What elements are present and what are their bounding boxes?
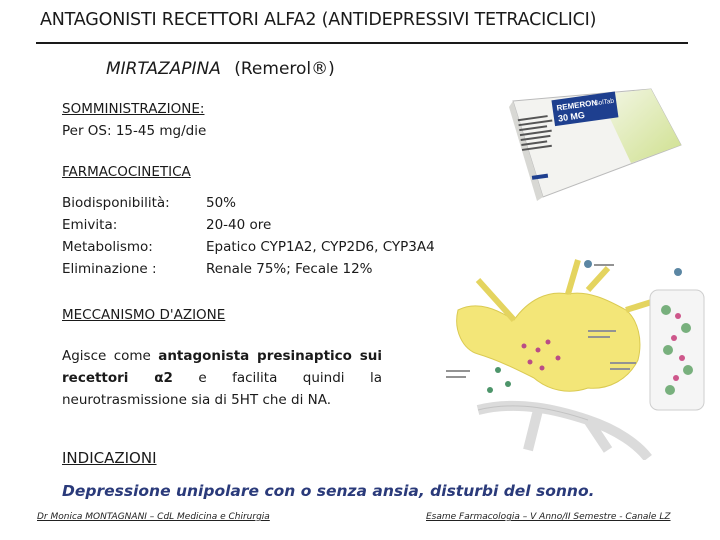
- section-heading-farmacocinetica: FARMACOCINETICA: [62, 164, 191, 180]
- section-heading-indicazioni: INDICAZIONI: [62, 449, 157, 467]
- pk-labels: [62, 192, 170, 280]
- indicazioni-text: Depressione unipolare con o senza ansia, disturbi del sonno.: [62, 482, 595, 500]
- drug-line: [106, 59, 335, 79]
- footer-right-text: Esame Farmacologia – V Anno/II Semestre - Canale LZ: [426, 512, 671, 522]
- page-title: ANTAGONISTI RECETTORI ALFA2 (ANTIDEPRESSIVI TETRACICLICI): [40, 10, 597, 30]
- pack-brand-label: REMERON: [555, 98, 598, 113]
- footer-right: [426, 512, 671, 522]
- meccanismo-text-pre: Agisce come: [62, 348, 159, 364]
- somministrazione-text: Per OS: 15-45 mg/die: [62, 123, 207, 139]
- section-heading-meccanismo: MECCANISMO D'AZIONE: [62, 307, 226, 323]
- meccanismo-text-post: e facilita quindi la neurotrasmissione sia di 5HT che di NA.: [62, 370, 383, 408]
- section-heading-somministrazione: SOMMINISTRAZIONE:: [62, 101, 205, 117]
- pk-value: 20-40 ore: [206, 217, 272, 233]
- postsynaptic-neuron-shape: [478, 406, 648, 458]
- pk-values: [206, 192, 435, 280]
- pack-dose-label: 30 MG: [557, 109, 586, 124]
- pk-label: Biodisponibilità:: [62, 195, 170, 211]
- drug-brand: (Remerol®): [234, 59, 335, 79]
- product-package-image: [503, 85, 685, 203]
- pk-label: Eliminazione :: [62, 261, 157, 277]
- drug-name: MIRTAZAPINA: [106, 59, 221, 79]
- pk-value: 50%: [206, 195, 237, 211]
- pk-value: Epatico CYP1A2, CYP2D6, CYP3A4: [206, 239, 435, 255]
- pk-label: Emivita:: [62, 217, 118, 233]
- meccanismo-text: [62, 345, 382, 411]
- meccanismo-text-bold: antagonista presinaptico sui recettori α2: [62, 348, 382, 386]
- pk-value: Renale 75%; Fecale 12%: [206, 261, 373, 277]
- mechanism-diagram: [438, 250, 720, 460]
- title-underline: [36, 42, 688, 44]
- footer-left-text: Dr Monica MONTAGNANI – CdL Medicina e Chirurgia: [37, 512, 270, 522]
- footer-left: [37, 512, 270, 522]
- receptor-dots: [487, 367, 511, 393]
- pack-sub-label: SolTab: [593, 97, 615, 108]
- pk-label: Metabolismo:: [62, 239, 153, 255]
